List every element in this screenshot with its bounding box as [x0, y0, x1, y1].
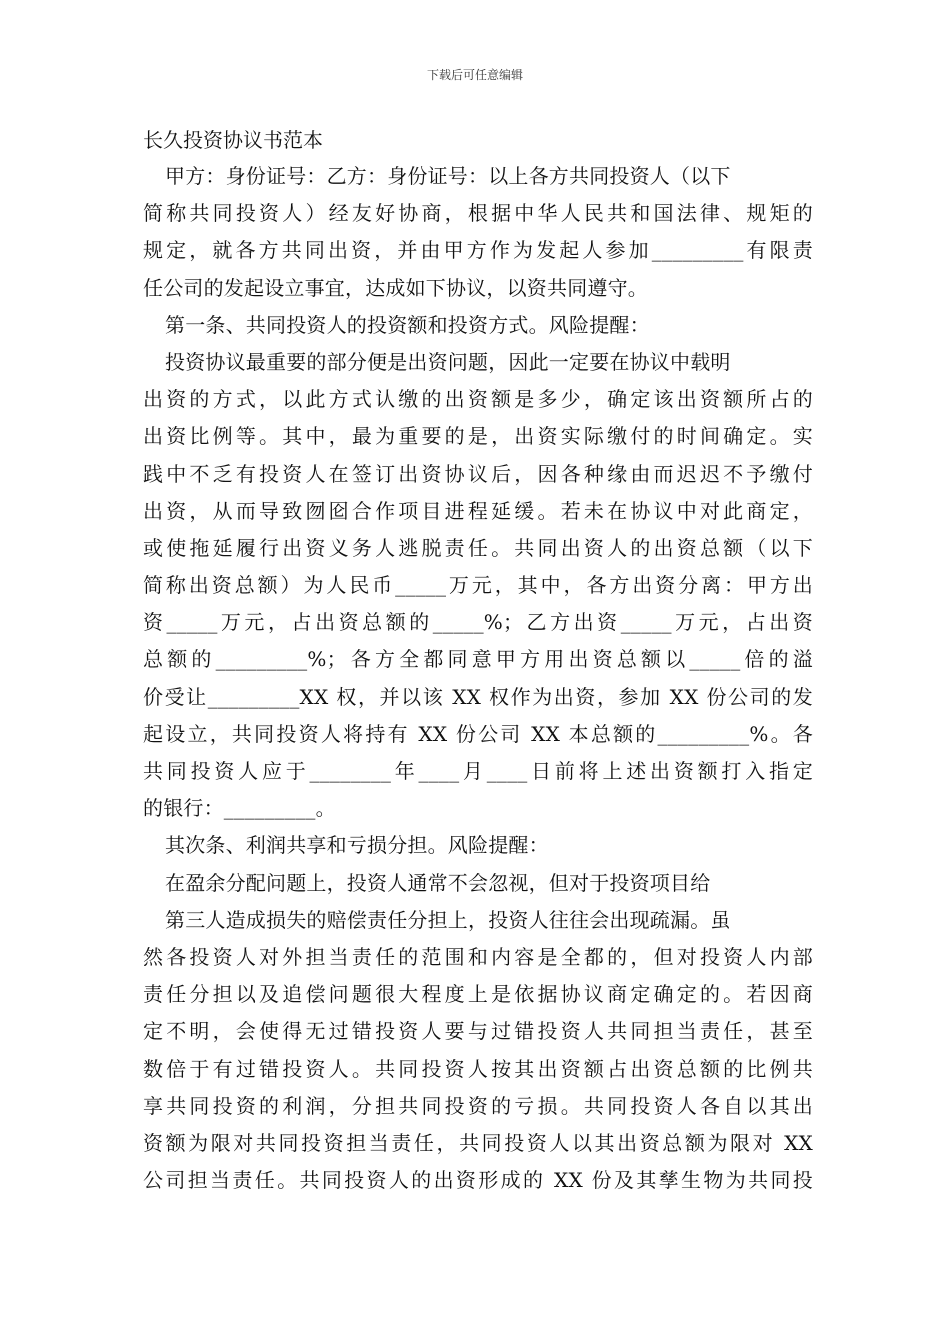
- text-line: 简称出资总额）为人民币_____万元，其中，各方出资分离：甲方出: [143, 573, 813, 598]
- text-line: 出资，从而导致囫囵合作项目进程延缓。若未在协议中对此商定，: [143, 498, 813, 523]
- text-line: 定不明，会使得无过错投资人要与过错投资人共同担当责任，甚至: [143, 1019, 813, 1044]
- text-line: 投资协议最重要的部分便是出资问题，因此一定要在协议中载明: [165, 349, 731, 374]
- text-line: 共同投资人应于________年____月____日前将上述出资额打入指定: [143, 759, 813, 783]
- text-line: 总额的_________%；各方全都同意甲方用出资总额以_____倍的溢: [143, 647, 813, 672]
- text-line: 的银行：_________。: [143, 796, 336, 821]
- text-line: 享共同投资的利润，分担共同投资的亏损。共同投资人各自以其出: [143, 1093, 813, 1118]
- text-line: 第一条、共同投资人的投资额和投资方式。风险提醒：: [165, 312, 650, 337]
- text-line: 出资比例等。其中，最为重要的是，出资实际缴付的时间确定。实: [143, 424, 813, 449]
- text-line: 资_____万元，占出资总额的_____%；乙方出资_____万元，占出资: [143, 610, 813, 635]
- text-line: 甲方：身份证号：乙方：身份证号：以上各方共同投资人（以下: [165, 164, 731, 188]
- text-line: 或使拖延履行出资义务人逃脱责任。共同出资人的出资总额（以下: [143, 535, 813, 560]
- text-line: 价受让_________XX 权，并以该 XX 权作为出资，参加 XX 份公司的发: [143, 684, 813, 709]
- text-line: 起设立，共同投资人将持有 XX 份公司 XX 本总额的_________%。各: [143, 721, 813, 746]
- text-line: 在盈余分配问题上，投资人通常不会忽视，但对于投资项目给: [165, 870, 711, 895]
- text-line: 公司担当责任。共同投资人的出资形成的 XX 份及其孳生物为共同投: [143, 1168, 813, 1193]
- document-title: 长久投资协议书范本: [143, 128, 323, 152]
- document-paragraphs: [143, 158, 813, 1199]
- text-line: 任公司的发起设立事宜，达成如下协议，以资共同遵守。: [143, 275, 648, 300]
- text-line: 简称共同投资人）经友好协商，根据中华人民共和国法律、规矩的: [143, 201, 813, 226]
- text-line: 践中不乏有投资人在签订出资协议后，因各种缘由而迟迟不予缴付: [143, 461, 813, 486]
- document-body: [143, 122, 813, 1199]
- text-line: 第三人造成损失的赔偿责任分担上，投资人往往会出现疏漏。虽: [165, 907, 731, 932]
- text-line: 数倍于有过错投资人。共同投资人按其出资额占出资总额的比例共: [143, 1056, 813, 1081]
- text-line: 规定，就各方共同出资，并由甲方作为发起人参加_________有限责: [143, 238, 813, 263]
- page-header-note: 下载后可任意编辑: [426, 68, 523, 82]
- text-line: 资额为限对共同投资担当责任，共同投资人以其出资总额为限对 XX: [143, 1130, 813, 1155]
- text-line: 然各投资人对外担当责任的范围和内容是全都的，但对投资人内部: [143, 944, 813, 969]
- text-line: 其次条、利润共享和亏损分担。风险提醒：: [165, 833, 549, 858]
- text-line: 责任分担以及追偿问题很大程度上是依据协议商定确定的。若因商: [143, 982, 813, 1007]
- text-line: 出资的方式，以此方式认缴的出资额是多少，确定该出资额所占的: [143, 387, 813, 412]
